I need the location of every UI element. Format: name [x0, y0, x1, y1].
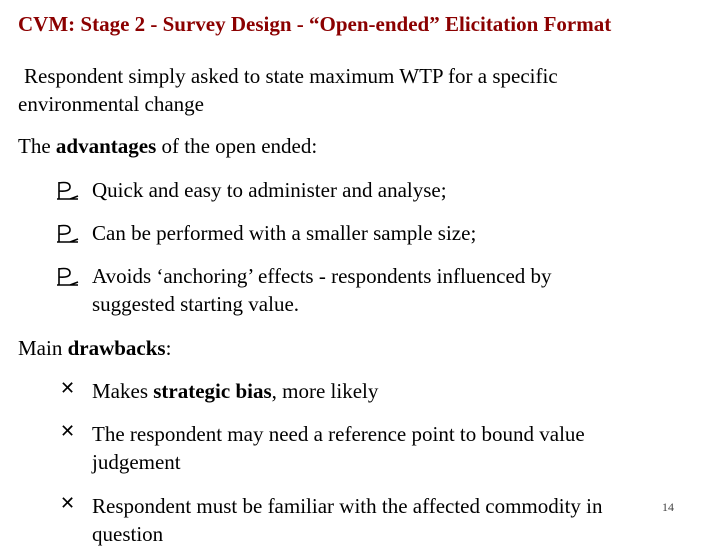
- advantages-heading: [18, 132, 317, 160]
- x-bullet-icon: ✕: [60, 421, 76, 442]
- drawback-text-line-2: judgement: [92, 450, 181, 474]
- slide-title: CVM: Stage 2 - Survey Design - “Open-ended” Elicitation Format: [18, 12, 612, 36]
- p-bullet-icon: [56, 176, 86, 202]
- advantage-text: Can be performed with a smaller sample size;: [92, 221, 477, 245]
- drawback-text-post: , more likely: [271, 379, 379, 403]
- advantage-text-line-2: suggested starting value.: [92, 292, 300, 316]
- drawback-text-pre: Makes: [92, 379, 154, 403]
- intro-line-2: environmental change: [18, 92, 205, 116]
- p-bullet-icon: [56, 262, 86, 288]
- advantages-heading-prefix: The: [18, 134, 56, 158]
- advantages-heading-bold: advantages: [55, 134, 157, 158]
- intro-paragraph: [18, 62, 678, 118]
- drawback-text-bold: strategic bias: [153, 379, 272, 403]
- advantages-heading-suffix: of the open ended:: [156, 134, 318, 158]
- x-bullet-icon: ✕: [60, 493, 76, 514]
- p-bullet-icon: [56, 219, 86, 245]
- drawbacks-heading-bold: drawbacks: [67, 336, 166, 360]
- advantage-item: [56, 176, 656, 204]
- page-number: 14: [662, 500, 674, 514]
- drawback-text: [56, 420, 656, 476]
- advantage-text-line-1: Avoids ‘anchoring’ effects - respondents influenced by: [92, 264, 552, 288]
- x-bullet-icon: ✕: [60, 378, 76, 399]
- drawback-text-line-1: Respondent must be familiar with the affected commodity in: [92, 494, 603, 518]
- intro-line-1: Respondent simply asked to state maximum WTP for a specific: [24, 64, 558, 88]
- drawback-text-line-1: The respondent may need a reference point to bound value: [92, 422, 585, 446]
- drawback-item: [56, 377, 656, 405]
- advantage-item: [56, 219, 656, 247]
- drawbacks-heading-suffix: :: [165, 336, 172, 360]
- drawback-text: [56, 377, 656, 405]
- drawbacks-heading: [18, 334, 171, 362]
- drawbacks-heading-prefix: Main: [18, 336, 68, 360]
- advantage-item: [56, 262, 656, 318]
- drawback-text-line-2: question: [92, 522, 164, 546]
- advantage-text: Quick and easy to administer and analyse;: [92, 178, 447, 202]
- advantage-text: [56, 262, 656, 318]
- drawback-item: [56, 420, 656, 476]
